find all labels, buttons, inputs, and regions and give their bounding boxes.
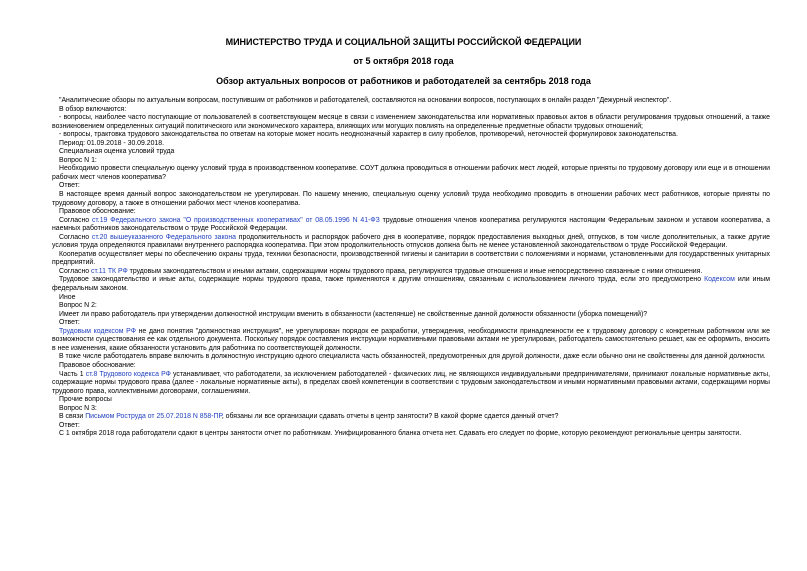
legal-basis-paragraph: Согласно ст.20 вышеуказанного Федерального закона продолжительность и распорядок рабочего дня в кооперативе, порядок предоставления выходных дней, отпусков, в том числе дополнительных, а также другие условия труда определяются правилами внутреннего распорядка кооператива. При этом продолжительность отпусков должна быть не менее установленной законодательством о труде Российской Федерации. <box>52 233 771 250</box>
legal-basis-paragraph: Кооператив осуществляет меры по обеспечению охраны труда, техники безопасности, производственной гигиены и санитарии в соответствии с положениями и нормами, установленными для государственных унитарных предприятий. <box>52 250 770 267</box>
law-link[interactable]: ст.8 Трудового кодекса РФ <box>85 370 171 378</box>
answer-label: Ответ: <box>59 421 80 429</box>
answer-label: Ответ: <box>59 319 80 327</box>
legal-basis-label: Правовое обоснование: <box>59 208 136 216</box>
section-heading: Иное <box>59 293 76 301</box>
legal-basis-paragraph: Часть 1 ст.8 Трудового кодекса РФ устанавливает, что работодатели, за исключением работодателей - физических лиц, не являющихся индивидуальными предпринимателями, принимают локальные нормативные акты, содержащие нормы трудового права (далее - локальные нормативные акты), в пределах своей компетенции в соответствии с трудовым законодательством и иными нормативными правовыми актами, содержащими нормы трудового права, коллективными договорами, соглашениями. <box>52 370 770 395</box>
period-paragraph: Период: 01.09.2018 - 30.09.2018. <box>59 139 165 147</box>
ministry-heading: МИНИСТЕРСТВО ТРУДА И СОЦИАЛЬНОЙ ЗАЩИТЫ РОССИЙСКОЙ ФЕДЕРАЦИИ <box>225 37 582 47</box>
intro-paragraph: "Аналитические обзоры по актуальным вопросам, поступившим от работников и работодателей, составляются на основании вопросов, поступающих в онлайн раздел "Дежурный инспектор". <box>59 97 672 104</box>
section-heading: Прочие вопросы <box>59 396 112 404</box>
answer-label: Ответ: <box>59 182 80 190</box>
question-text: Имеет ли право работодатель при утверждении должностной инструкции вменить в обязанности (кастелянше) не свойственные данной должности обязанности (уборка помещений)? <box>59 310 648 318</box>
legal-basis-paragraph: Согласно ст.19 Федерального закона "О производственных кооперативах" от 08.05.1996 N 41-ФЗ трудовые отношения членов кооператива регулируются настоящим Федеральным законом и уставом кооператива, а наемных работников законодательством о труде Российской Федерации. <box>52 216 770 233</box>
document-date: от 5 октября 2018 года <box>353 56 454 66</box>
letter-link[interactable]: Письмом Роструда от 25.07.2018 N 858-ПР <box>85 413 222 421</box>
section-heading: Специальная оценка условий труда <box>59 148 175 156</box>
answer-text: С 1 октября 2018 года работодатели сдают в центры занятости отчет по работникам. Унифицированного бланка отчета нет. Сдавать его следует по форме, которую рекомендуют региональные центры занятости. <box>59 430 742 438</box>
question-text: Необходимо провести специальную оценку условий труда в производственном кооперативе. СОУТ должна проводиться в отношении рабочих мест людей, которые приняты по трудовому договору или еще и в отношении рабочих мест членов кооператива? <box>52 165 770 181</box>
question-label: Вопрос N 2: <box>59 302 97 310</box>
law-link[interactable]: ст.19 Федерального закона "О производственных кооперативах" от 08.05.1996 N 41-ФЗ <box>91 216 380 224</box>
question-text: В связи Письмом Роструда от 25.07.2018 N 858-ПР, обязаны ли все организации сдавать отчеты в центр занятости? В какой форме сдается данный отчет? <box>59 413 559 421</box>
bullet-paragraph: - вопросы, наиболее часто поступающие от пользователей в соответствующем месяце в связи с изменением законодательства или нормативных правовых актов в области регулирования трудовых отношений, а также возникновением определенных ситуаций политического или экономического характера, влияющих или могущих повлиять на определенные предметные области трудовых отношений; <box>52 114 770 130</box>
bullet-paragraph: - вопросы, трактовка трудового законодательства по ответам на которые может носить неоднозначный характер в силу пробелов, противоречий, неточностей формулировок законодательства. <box>59 131 678 139</box>
question-label: Вопрос N 3: <box>59 404 97 412</box>
law-link[interactable]: ст.20 вышеуказанного Федерального закона <box>91 233 237 241</box>
question-label: Вопрос N 1: <box>59 156 97 164</box>
document-title: Обзор актуальных вопросов от работников и работодателей за сентябрь 2018 года <box>216 76 591 86</box>
legal-basis-paragraph: Согласно ст.11 ТК РФ трудовым законодательством и иными актами, содержащими нормы трудового права, регулируются трудовые отношения и иные непосредственно связанные с ними отношения. <box>59 267 703 275</box>
legal-basis-label: Правовое обоснование: <box>59 361 136 369</box>
answer-text: Трудовым кодексом РФ не дано понятия "должностная инструкция", не урегулирован порядок ее разработки, утверждения, необходимости принадлежности ее к трудовому договору с конкретным работником или же возможности существования ее как отдельного документа. Поскольку порядок составления инструкции нормативными правовыми актами не урегулирован, работодатель самостоятельно решает, как ее оформить, вносить в нее изменения, какие обязанности установить для работника по соответствующей должности. <box>52 327 770 352</box>
law-link[interactable]: Кодексом <box>704 276 735 284</box>
document-body <box>52 97 770 439</box>
law-link[interactable]: ст.11 ТК РФ <box>91 267 128 275</box>
answer-text: В тоже числе работодатель вправе включить в должностную инструкцию одного специалиста часть обязанностей, предусмотренных для другой должности, даже если обычно они не свойственны для данной должности. <box>59 353 766 361</box>
answer-text: В настоящее время данный вопрос законодательством не урегулирован. По нашему мнению, специальную оценку условий труда необходимо проводить в отношении рабочих мест работников, которые приняты по трудовому договору, а также в отношении рабочих мест членов кооператива. <box>52 191 770 207</box>
includes-paragraph: В обзор включаются: <box>59 105 127 113</box>
law-link[interactable]: Трудовым кодексом РФ <box>59 327 136 335</box>
legal-basis-paragraph: Трудовое законодательство и иные акты, содержащие нормы трудового права, также применяются к другим отношениям, связанным с использованием личного труда, если это предусмотрено Кодексом или иным федеральным законом. <box>52 276 770 293</box>
